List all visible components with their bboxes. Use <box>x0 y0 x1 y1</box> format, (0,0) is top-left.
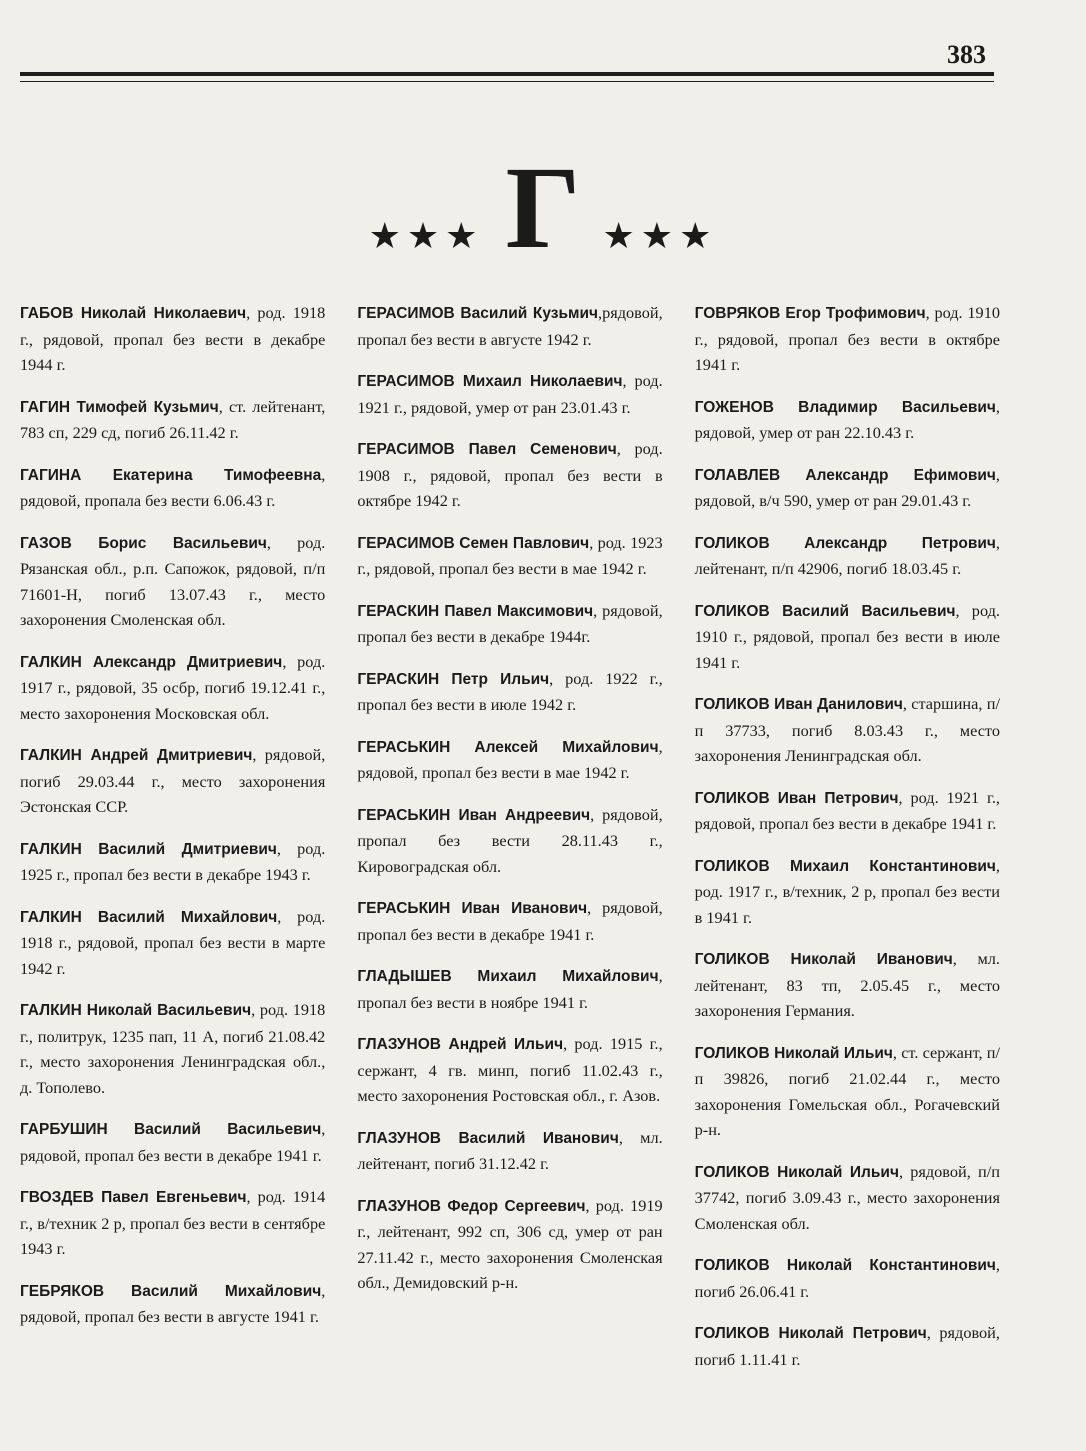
entry-name: ГЕРАСИМОВ Павел Семенович <box>357 441 617 458</box>
entry-text: , погиб 26.06.41 г. <box>694 1255 1000 1301</box>
entry-text: , рядовой, пропал без вести в декабре 1941 г. <box>20 1119 326 1165</box>
entry-text: , род. 1918 г., политрук, 1235 пап, 11 А, погиб 21.08.42 г., место захоронения Ленинградская обл., д. Тополево. <box>20 1000 326 1097</box>
entry-text: , рядовой, пропал без вести в декабре 1941 г. <box>357 898 663 944</box>
section-letter: Г <box>505 142 581 273</box>
list-item <box>20 649 325 727</box>
entry-text: , род. 1910 г., рядовой, пропал без вести в октябре 1941 г. <box>694 303 1000 374</box>
entry-text: , рядовой, пропал без вести в августе 1941 г. <box>20 1280 326 1326</box>
list-item <box>20 1116 325 1168</box>
list-item <box>357 530 662 582</box>
entry-name: ГЛАЗУНОВ Василий Иванович <box>357 1129 619 1147</box>
entry-text: , лейтенант, п/п 42906, погиб 18.03.45 г. <box>694 532 1000 578</box>
entry-name: ГЛАЗУНОВ Федор Сергеевич <box>357 1197 586 1215</box>
entry-name: ГАЗОВ Борис Васильевич <box>20 534 267 552</box>
entry-text: , род. 1915 г., сержант, 4 гв. минп, погиб 11.02.43 г., место захоронения Ростовская обл., г. Азов. <box>357 1034 663 1105</box>
entry-text: , род. 1922 г., пропал без вести в июле 1942 г. <box>357 668 663 714</box>
entry-text: , род. 1918 г., рядовой, пропал без вести в марте 1942 г. <box>20 906 326 978</box>
entry-name: ГЕРАСЬКИН Иван Иванович <box>357 900 588 917</box>
entries-columns <box>20 300 1000 1388</box>
list-item <box>20 997 325 1100</box>
stars-left: ★★★ <box>368 216 484 258</box>
entry-name: ГЕРАСИМОВ Михаил Николаевич <box>357 373 623 390</box>
list-item <box>695 946 1000 1024</box>
entry-name: ГЕРАСЬКИН Алексей Михайлович <box>357 738 659 756</box>
list-item <box>357 300 662 352</box>
entry-text: , род. 1921 г., рядовой, умер от ран 23.01.43 г. <box>357 371 663 417</box>
entry-text: , род. Рязанская обл., р.п. Сапожок, рядовой, п/п 71601-Н, погиб 13.07.43 г., место захоронения Смоленская обл. <box>20 532 326 629</box>
entry-text: , старшина, п/п 37733, погиб 8.03.43 г., место захоронения Ленинградская обл. <box>694 694 1000 765</box>
list-item <box>357 666 662 718</box>
entry-name: ГОЛИКОВ Василий Васильевич <box>694 602 956 620</box>
entry-name: ГЕРАСКИН Петр Ильич <box>357 670 550 688</box>
column-1 <box>20 300 325 1388</box>
entry-name: ГЛАЗУНОВ Андрей Ильич <box>357 1036 564 1053</box>
list-item <box>20 742 325 820</box>
entry-name: ГОВРЯКОВ Егор Трофимович <box>694 305 926 322</box>
entry-text: , мл. лейтенант, 83 тп, 2.05.45 г., место захоронения Германия. <box>694 949 1000 1020</box>
list-item <box>357 598 662 650</box>
list-item <box>695 300 1000 378</box>
list-item <box>695 530 1000 582</box>
entry-name: ГОЛИКОВ Николай Петрович <box>694 1325 927 1342</box>
entry-name: ГОЛИКОВ Александр Петрович <box>694 534 996 552</box>
header-rule-thick <box>20 72 994 76</box>
entry-text: , рядовой, умер от ран 22.10.43 г. <box>694 396 1000 442</box>
entry-text: , рядовой, п/п 37742, погиб 3.09.43 г., место захоронения Смоленская обл. <box>694 1161 1000 1233</box>
list-item <box>357 734 662 786</box>
entry-text: , рядовой, в/ч 590, умер от ран 29.01.43 г. <box>694 464 1000 510</box>
entry-text: , род. 1917 г., рядовой, 35 осбр, погиб 19.12.41 г., место захоронения Московская обл. <box>20 651 326 723</box>
entry-text: , рядовой, пропал без вести 28.11.43 г., Кировоградская обл. <box>357 804 663 876</box>
list-item <box>357 802 662 880</box>
entry-name: ГЕРАСЬКИН Иван Андреевич <box>357 806 591 824</box>
list-item <box>20 300 325 378</box>
entry-name: ГАЛКИН Василий Дмитриевич <box>20 840 277 858</box>
list-item <box>20 1278 325 1330</box>
entry-text: , род. 1917 г., в/техник, 2 р, пропал без вести в 1941 г. <box>694 855 1000 927</box>
entry-text: , рядовой, пропала без вести 6.06.43 г. <box>20 464 326 510</box>
list-item <box>20 530 325 633</box>
list-item <box>695 462 1000 514</box>
entry-text: , рядовой, погиб 29.03.44 г., место захоронения Эстонская ССР. <box>20 745 326 816</box>
entry-name: ГАЛКИН Александр Дмитриевич <box>20 653 283 671</box>
entry-name: ГОЖЕНОВ Владимир Васильевич <box>694 398 996 416</box>
list-item <box>357 1031 662 1109</box>
list-item <box>695 1320 1000 1372</box>
entry-name: ГОЛАВЛЕВ Александр Ефимович <box>694 466 996 484</box>
entry-name: ГОЛИКОВ Николай Иванович <box>694 951 953 968</box>
entry-text: , рядовой, пропал без вести в мае 1942 г. <box>357 736 663 782</box>
stars-right: ★★★ <box>602 216 718 258</box>
entry-text: , род. 1914 г., в/техник 2 р, пропал без вести в сентябре 1943 г. <box>20 1187 326 1258</box>
entry-text: , ст. лейтенант, 783 сп, 229 сд, погиб 26.11.42 г. <box>20 396 326 442</box>
entry-name: ГАЛКИН Василий Михайлович <box>20 908 278 926</box>
entry-text: , рядовой, погиб 1.11.41 г. <box>694 1323 1000 1369</box>
entry-text: , рядовой, пропал без вести в декабре 1944г. <box>357 600 663 646</box>
list-item <box>20 904 325 982</box>
entry-name: ГОЛИКОВ Николай Ильич <box>694 1044 893 1062</box>
list-item <box>695 853 1000 931</box>
list-item <box>695 1040 1000 1143</box>
entry-name: ГЕРАСКИН Павел Максимович <box>357 602 594 620</box>
entry-text: , мл. лейтенант, погиб 31.12.42 г. <box>357 1127 663 1173</box>
entry-name: ГЕРАСИМОВ Семен Павлович <box>357 534 590 552</box>
list-item <box>357 436 662 514</box>
entry-text: , род. 1908 г., рядовой, пропал без вести в октябре 1942 г. <box>357 439 663 510</box>
entry-name: ГАГИНА Екатерина Тимофеевна <box>20 466 322 484</box>
column-3 <box>695 300 1000 1388</box>
entry-text: , род. 1918 г., рядовой, пропал без вести в декабре 1944 г. <box>20 303 326 374</box>
entry-name: ГЛАДЫШЕВ Михаил Михайлович <box>357 968 659 985</box>
entry-name: ГОЛИКОВ Михаил Константинович <box>694 857 996 875</box>
header-rule-thin <box>20 81 994 82</box>
entry-text: , род. 1923 г., рядовой, пропал без вести в мае 1942 г. <box>357 532 663 578</box>
list-item <box>695 394 1000 446</box>
entry-name: ГЕРАСИМОВ Василий Кузьмич <box>357 305 599 322</box>
entry-text: , пропал без вести в ноябре 1941 г. <box>357 966 663 1012</box>
list-item <box>695 1252 1000 1304</box>
section-heading <box>0 142 1086 273</box>
entry-name: ГОЛИКОВ Иван Петрович <box>694 789 899 807</box>
list-item <box>357 895 662 947</box>
list-item <box>695 691 1000 769</box>
list-item <box>695 598 1000 676</box>
entry-text: , ст. сержант, п/п 39826, погиб 21.02.44 г., место захоронения Гомельская обл., Рогачевский р-н. <box>694 1042 1000 1139</box>
entry-text: , род. 1925 г., пропал без вести в декабре 1943 г. <box>20 838 326 884</box>
entry-text: , род. 1910 г., рядовой, пропал без вести в июле 1941 г. <box>694 600 1000 672</box>
entry-name: ГЕБРЯКОВ Василий Михайлович <box>20 1282 322 1300</box>
list-item <box>20 1184 325 1262</box>
entry-name: ГАРБУШИН Василий Васильевич <box>20 1121 322 1138</box>
list-item <box>357 1193 662 1296</box>
list-item <box>357 963 662 1015</box>
entry-name: ГОЛИКОВ Николай Ильич <box>694 1163 899 1181</box>
entry-name: ГАЛКИН Андрей Дмитриевич <box>20 747 253 764</box>
entry-name: ГОЛИКОВ Иван Данилович <box>694 696 903 713</box>
list-item <box>20 836 325 888</box>
entry-name: ГАБОВ Николай Николаевич <box>20 305 247 322</box>
entry-name: ГВОЗДЕВ Павел Евгеньевич <box>20 1189 247 1206</box>
entry-text: ,рядовой, пропал без вести в августе 1942 г. <box>357 303 663 349</box>
entry-name: ГОЛИКОВ Николай Константинович <box>694 1257 996 1274</box>
list-item <box>357 1125 662 1177</box>
list-item <box>695 785 1000 837</box>
list-item <box>20 394 325 446</box>
entry-text: , род. 1921 г., рядовой, пропал без вести в декабре 1941 г. <box>694 787 1000 833</box>
list-item <box>695 1159 1000 1237</box>
list-item <box>357 368 662 420</box>
column-2 <box>357 300 662 1388</box>
entry-text: , род. 1919 г., лейтенант, 992 сп, 306 сд, умер от ран 27.11.42 г., место захоронения Смоленская обл., Демидовский р-н. <box>357 1195 663 1292</box>
list-item <box>20 462 325 514</box>
entry-name: ГАЛКИН Николай Васильевич <box>20 1002 252 1019</box>
page-number: 383 <box>947 40 986 69</box>
entry-name: ГАГИН Тимофей Кузьмич <box>20 398 219 416</box>
